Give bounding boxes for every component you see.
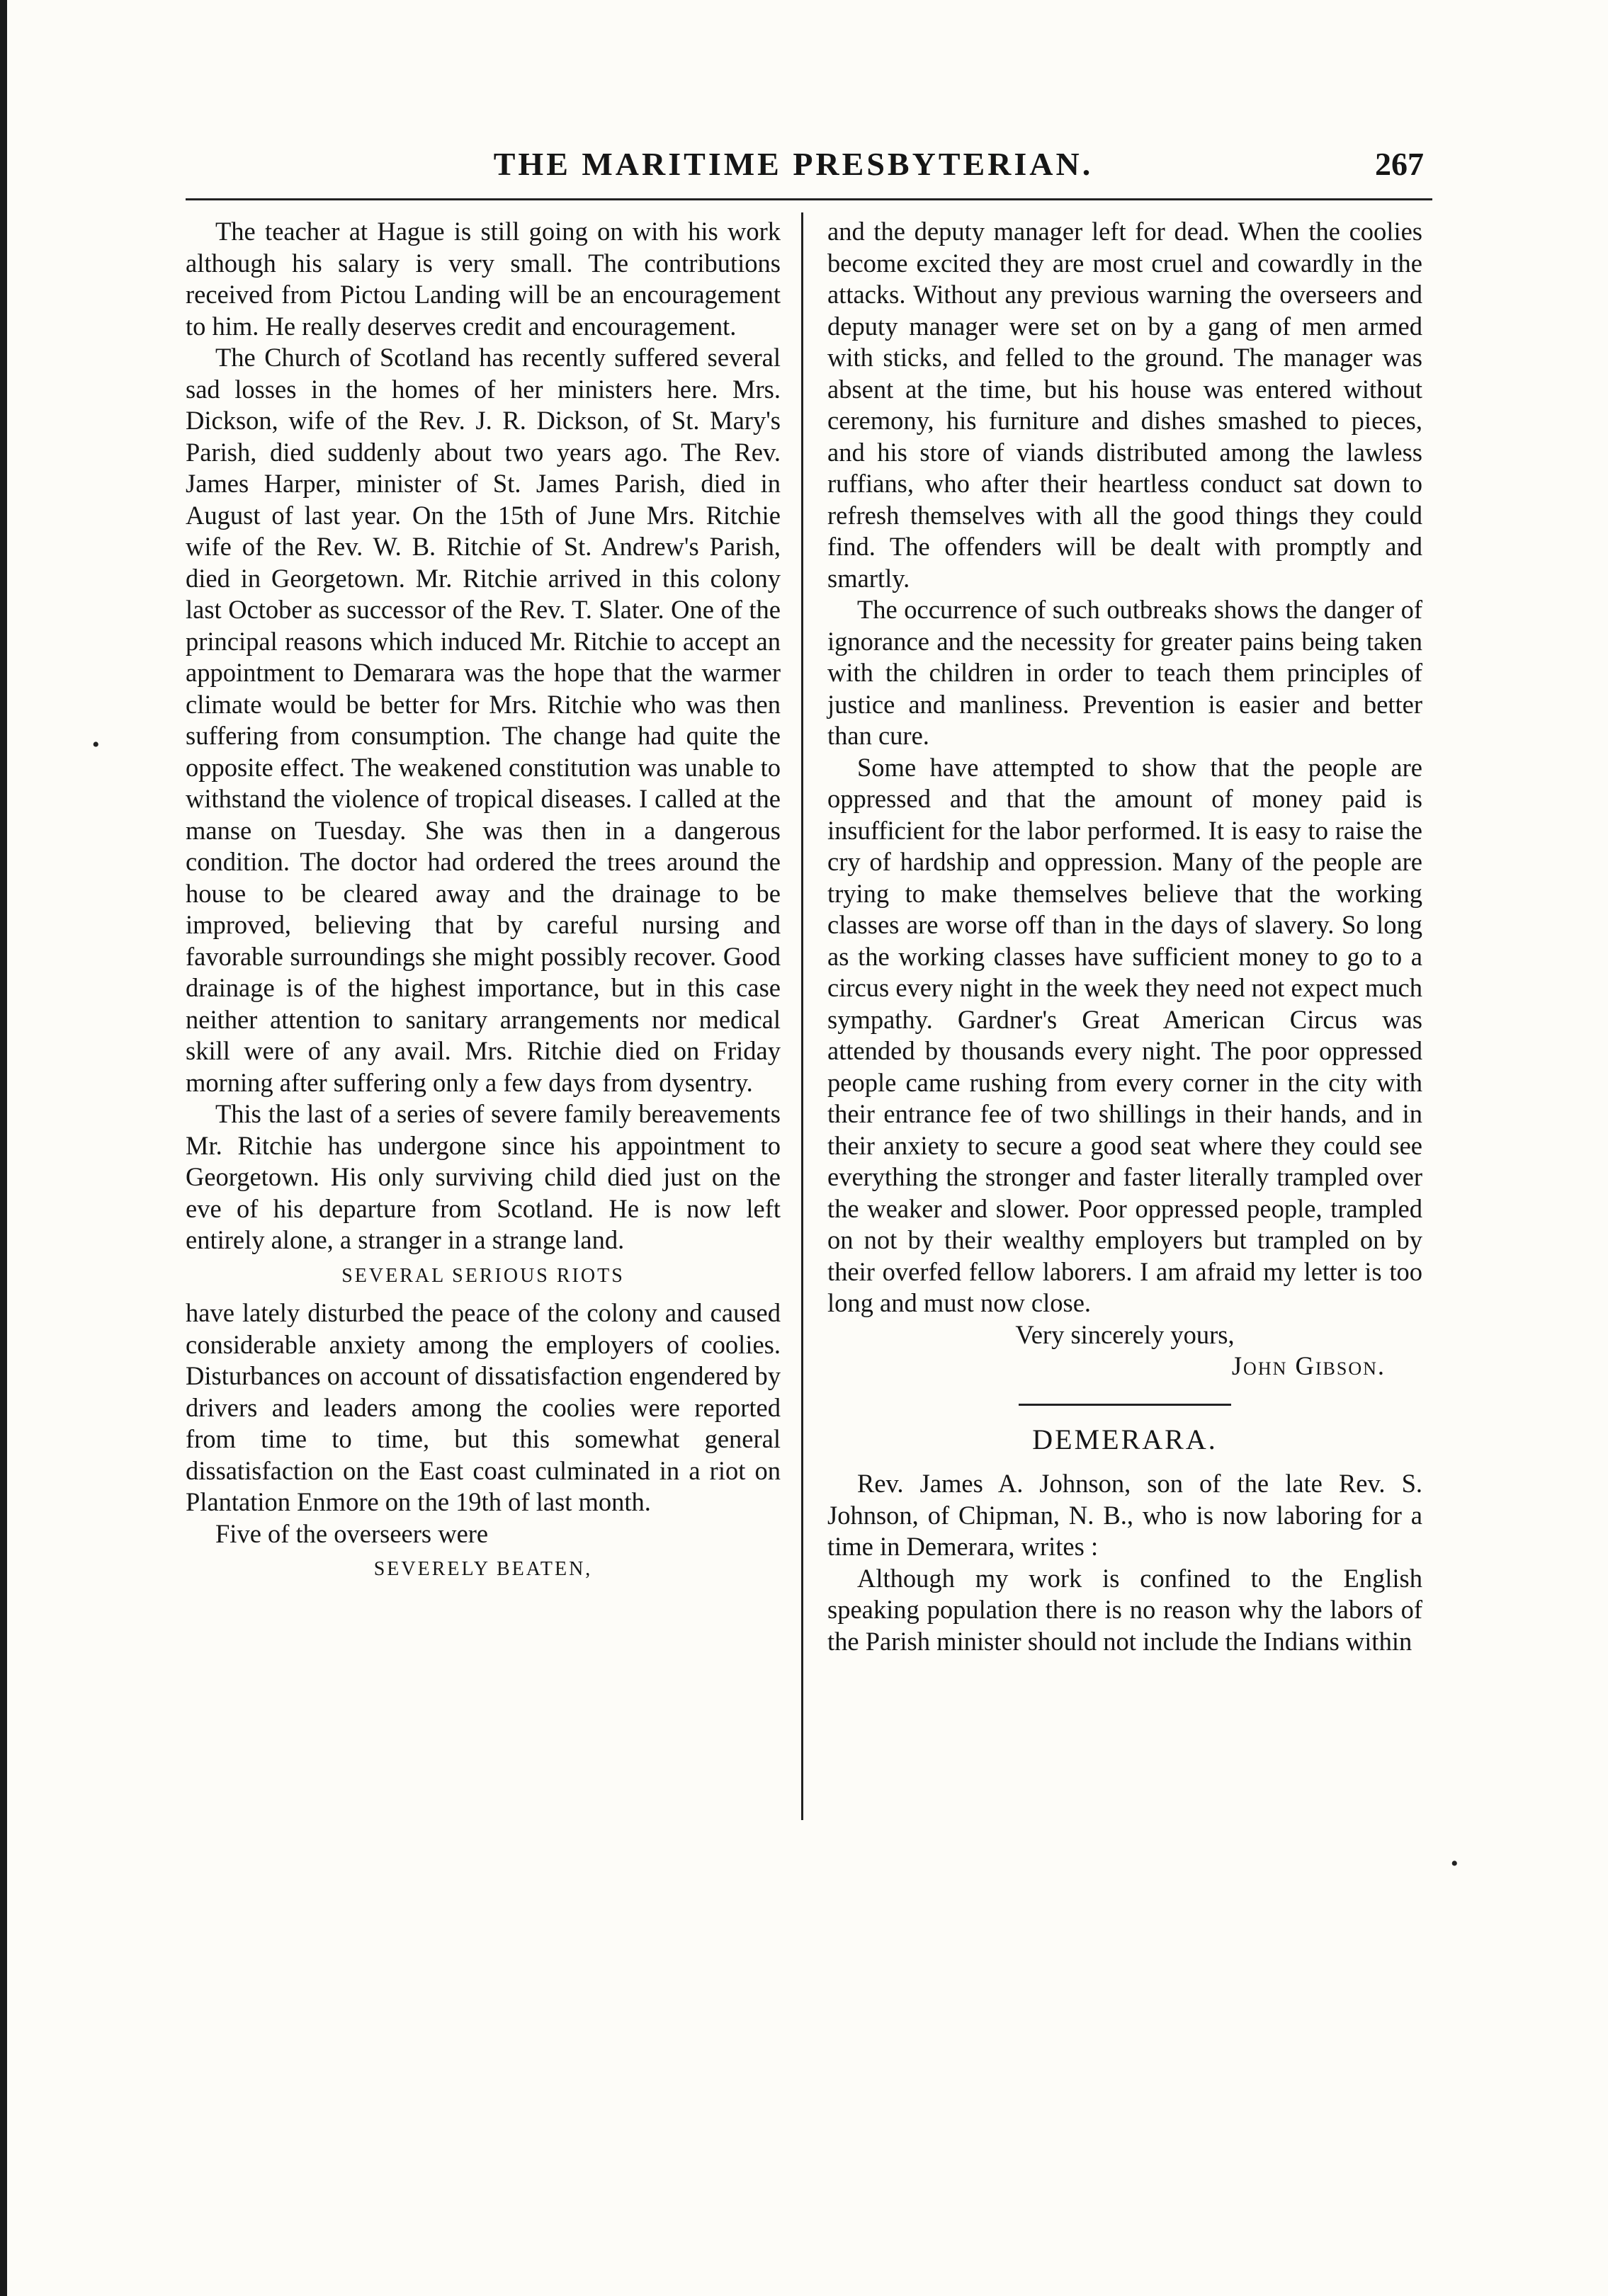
header-rule (186, 198, 1432, 200)
letter-closing: Very sincerely yours, (1015, 1319, 1235, 1349)
paragraph-english-population: Although my work is confined to the English speaking population there is no reason why the labors of the Parish minister should not include the Indians within (827, 1563, 1422, 1656)
page-number: 267 (1375, 146, 1424, 182)
paragraph-outbreaks: The occurrence of such outbreaks shows the danger of ignorance and the necessity for greater pains being taken with the children in order to teach them principles of justice and manliness. Prevention is easier and better than cure. (827, 595, 1422, 750)
section-rule (1019, 1404, 1231, 1406)
section-title-demerara: DEMERARA. (1032, 1423, 1218, 1455)
paragraph-johnson: Rev. James A. Johnson, son of the late Rev. S. Johnson, of Chipman, N. B., who is now laboring for a time in Demerara, writes : (827, 1469, 1422, 1561)
margin-dot-mark: • (92, 733, 100, 756)
subheading-riots: SEVERAL SERIOUS RIOTS (341, 1264, 625, 1287)
margin-dot-mark-right: • (1451, 1852, 1459, 1875)
page-edge-shadow (0, 0, 7, 2296)
left-column (186, 216, 781, 1591)
paragraph-hague-teacher: The teacher at Hague is still going on with his work although his salary is very small. The contributions received from Pictou Landing will be an encouragement to him. He really deserves credit and encouragement. (186, 217, 781, 341)
subheading-beaten: SEVERELY BEATEN, (373, 1558, 593, 1580)
paragraph-oppression: Some have attempted to show that the people are oppressed and that the amount of money paid is insufficient for the labor performed. It is easy to raise the cry of hardship and oppression. Many of the people are trying to make themselves believe that the working classes are worse off than in the days of slavery. So long as the working classes have sufficient money to go to a circus every night in the week they need not expect much sympathy. Gardner's Great American Circus was attended by thousands every night. The poor oppressed people came rushing from every corner in the city with their entrance fee of two shillings in their hands, and in their anxiety to secure a good seat where they could see everything the stronger and faster literally trampled over the weaker and slower. Poor oppressed people, trampled on not by their wealthy employers but trampled on by their overfed fellow laborers. I am afraid my letter is too long and must now close. (827, 752, 1422, 1317)
paragraph-overseers: Five of the overseers were (215, 1518, 489, 1548)
letter-signature: John Gibson. (1231, 1351, 1386, 1380)
paragraph-riots: have lately disturbed the peace of the colony and caused considerable anxiety among the employers of coolies. Disturbances on account of dissatisfaction engendered by drivers and leaders among the coolies were reported from time to time, but this somewhat general dissatisfaction on the East coast culminated in a riot on Plantation Enmore on the 19th of last month. (186, 1298, 781, 1516)
paragraph-bereavements: This the last of a series of severe family bereavements Mr. Ritchie has undergone since his appointment to Georgetown. His only surviving child died just on the eve of his departure from Scotland. He is now left entirely alone, a stranger in a strange land. (186, 1099, 781, 1254)
right-column (827, 216, 1422, 1657)
paragraph-church-losses: The Church of Scotland has recently suffered several sad losses in the homes of her ministers here. Mrs. Dickson, wife of the Rev. J. R. Dickson, of St. Mary's Parish, died suddenly about two years ago. The Rev. James Harper, minister of St. James Parish, died in August of last year. On the 15th of June Mrs. Ritchie wife of the Rev. W. B. Ritchie of St. Andrew's Parish, died in Georgetown. Mr. Ritchie arrived in this colony last October as successor of the Rev. T. Slater. One of the principal reasons which induced Mr. Ritchie to accept an appointment to Demarara was the hope that the warmer climate would be better for Mrs. Ritchie who was then suffering from consumption. The change had quite the opposite effect. The weakened constitution was unable to withstand the violence of tropical diseases. I called at the manse on Tuesday. She was then in a dangerous condition. The doctor had ordered the trees around the house to be cleared away and the drainage to be improved, believing that by careful nursing and favorable surroundings she might possibly recover. Good drainage is of the highest importance, but in this case neither attention to sanitary arrangements nor medical skill were of any avail. Mrs. Ritchie died on Friday morning after suffering only a few days from dysentry. (186, 343, 781, 1097)
page-header (163, 145, 1424, 195)
paragraph-deputy-manager: and the deputy manager left for dead. When the coolies become excited they are most cruel and cowardly in the attacks. Without any previous warning the overseers and deputy manager were set on by a gang of men armed with sticks, and felled to the ground. The manager was absent at the time, but his house was entered without ceremony, his furniture and dishes smashed to pieces, and his store of viands distributed among the lawless ruffians, who after their heartless conduct sat down to refresh themselves with all the good things they could find. The offenders will be dealt with promptly and smartly. (827, 217, 1422, 593)
column-divider (801, 212, 803, 1820)
running-title: THE MARITIME PRESBYTERIAN. (493, 146, 1094, 182)
